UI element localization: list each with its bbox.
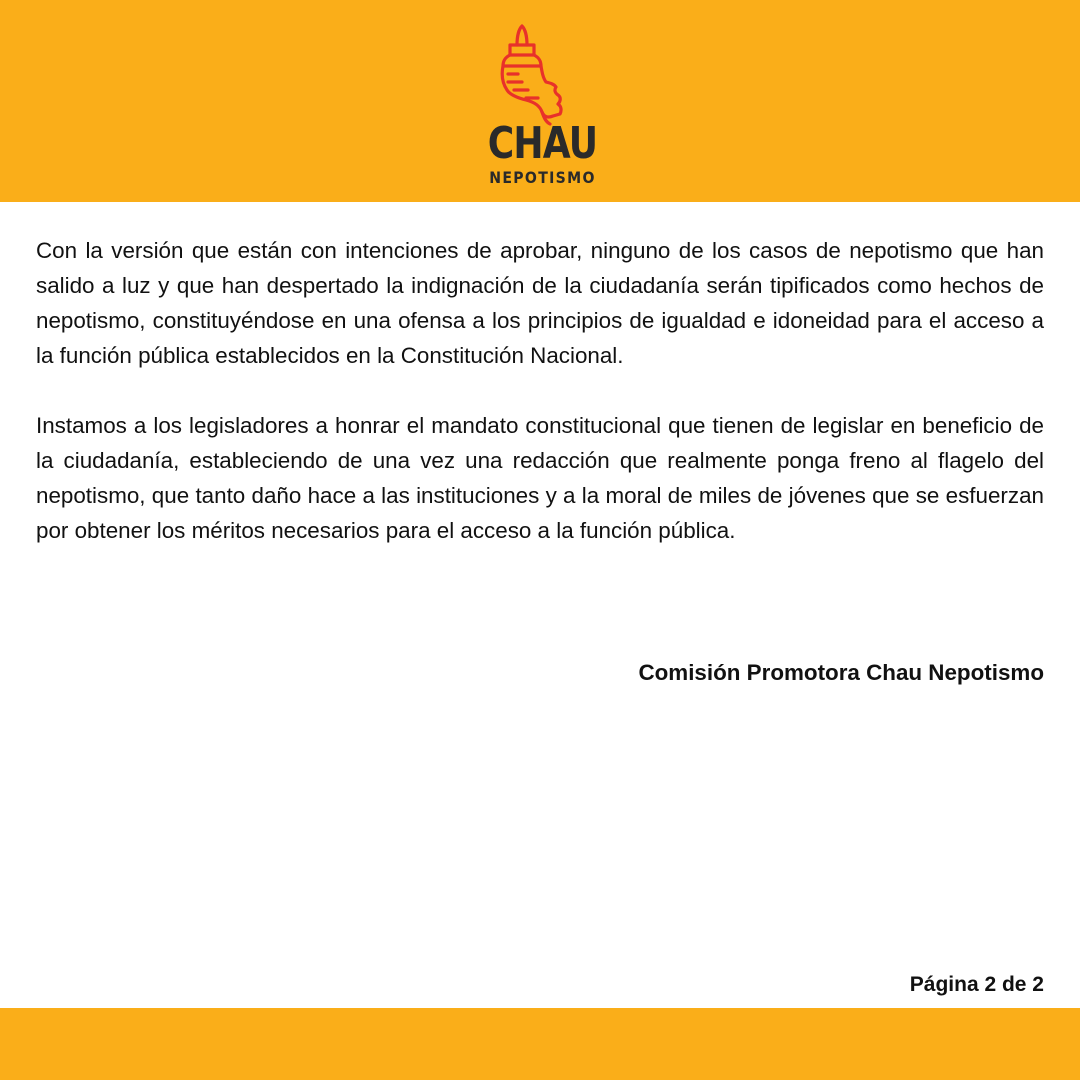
header-band — [0, 0, 1080, 202]
paragraph: Con la versión que están con intenciones de aprobar, ninguno de los casos de nepotismo que han salido a luz y que han despertado la indignación de la ciudadanía serán tipificados como hechos de nepotismo, constituyéndose en una ofensa a los principios de igualdad e idoneidad para el acceso a la función pública establecidos en la Constitución Nacional. — [36, 238, 1044, 368]
footer-band — [0, 1008, 1080, 1080]
paragraph: Instamos a los legisladores a honrar el mandato constitucional que tienen de legislar en beneficio de la ciudadanía, estableciendo de una vez una redacción que realmente ponga freno al flagelo del nepotismo, que tanto daño hace a las instituciones y a la moral de miles de jóvenes que se esfuerzan por obtener los méritos necesarios para el acceso a la función pública. — [36, 413, 1044, 543]
logo-title: CHAU — [487, 118, 598, 169]
chau-nepotismo-logo — [470, 18, 615, 187]
page-number: Página 2 de 2 — [909, 973, 1044, 996]
logo-subtitle: NEPOTISMO — [489, 168, 596, 187]
signature: Comisión Promotora Chau Nepotismo — [638, 660, 1044, 685]
statement-body — [36, 233, 1044, 548]
